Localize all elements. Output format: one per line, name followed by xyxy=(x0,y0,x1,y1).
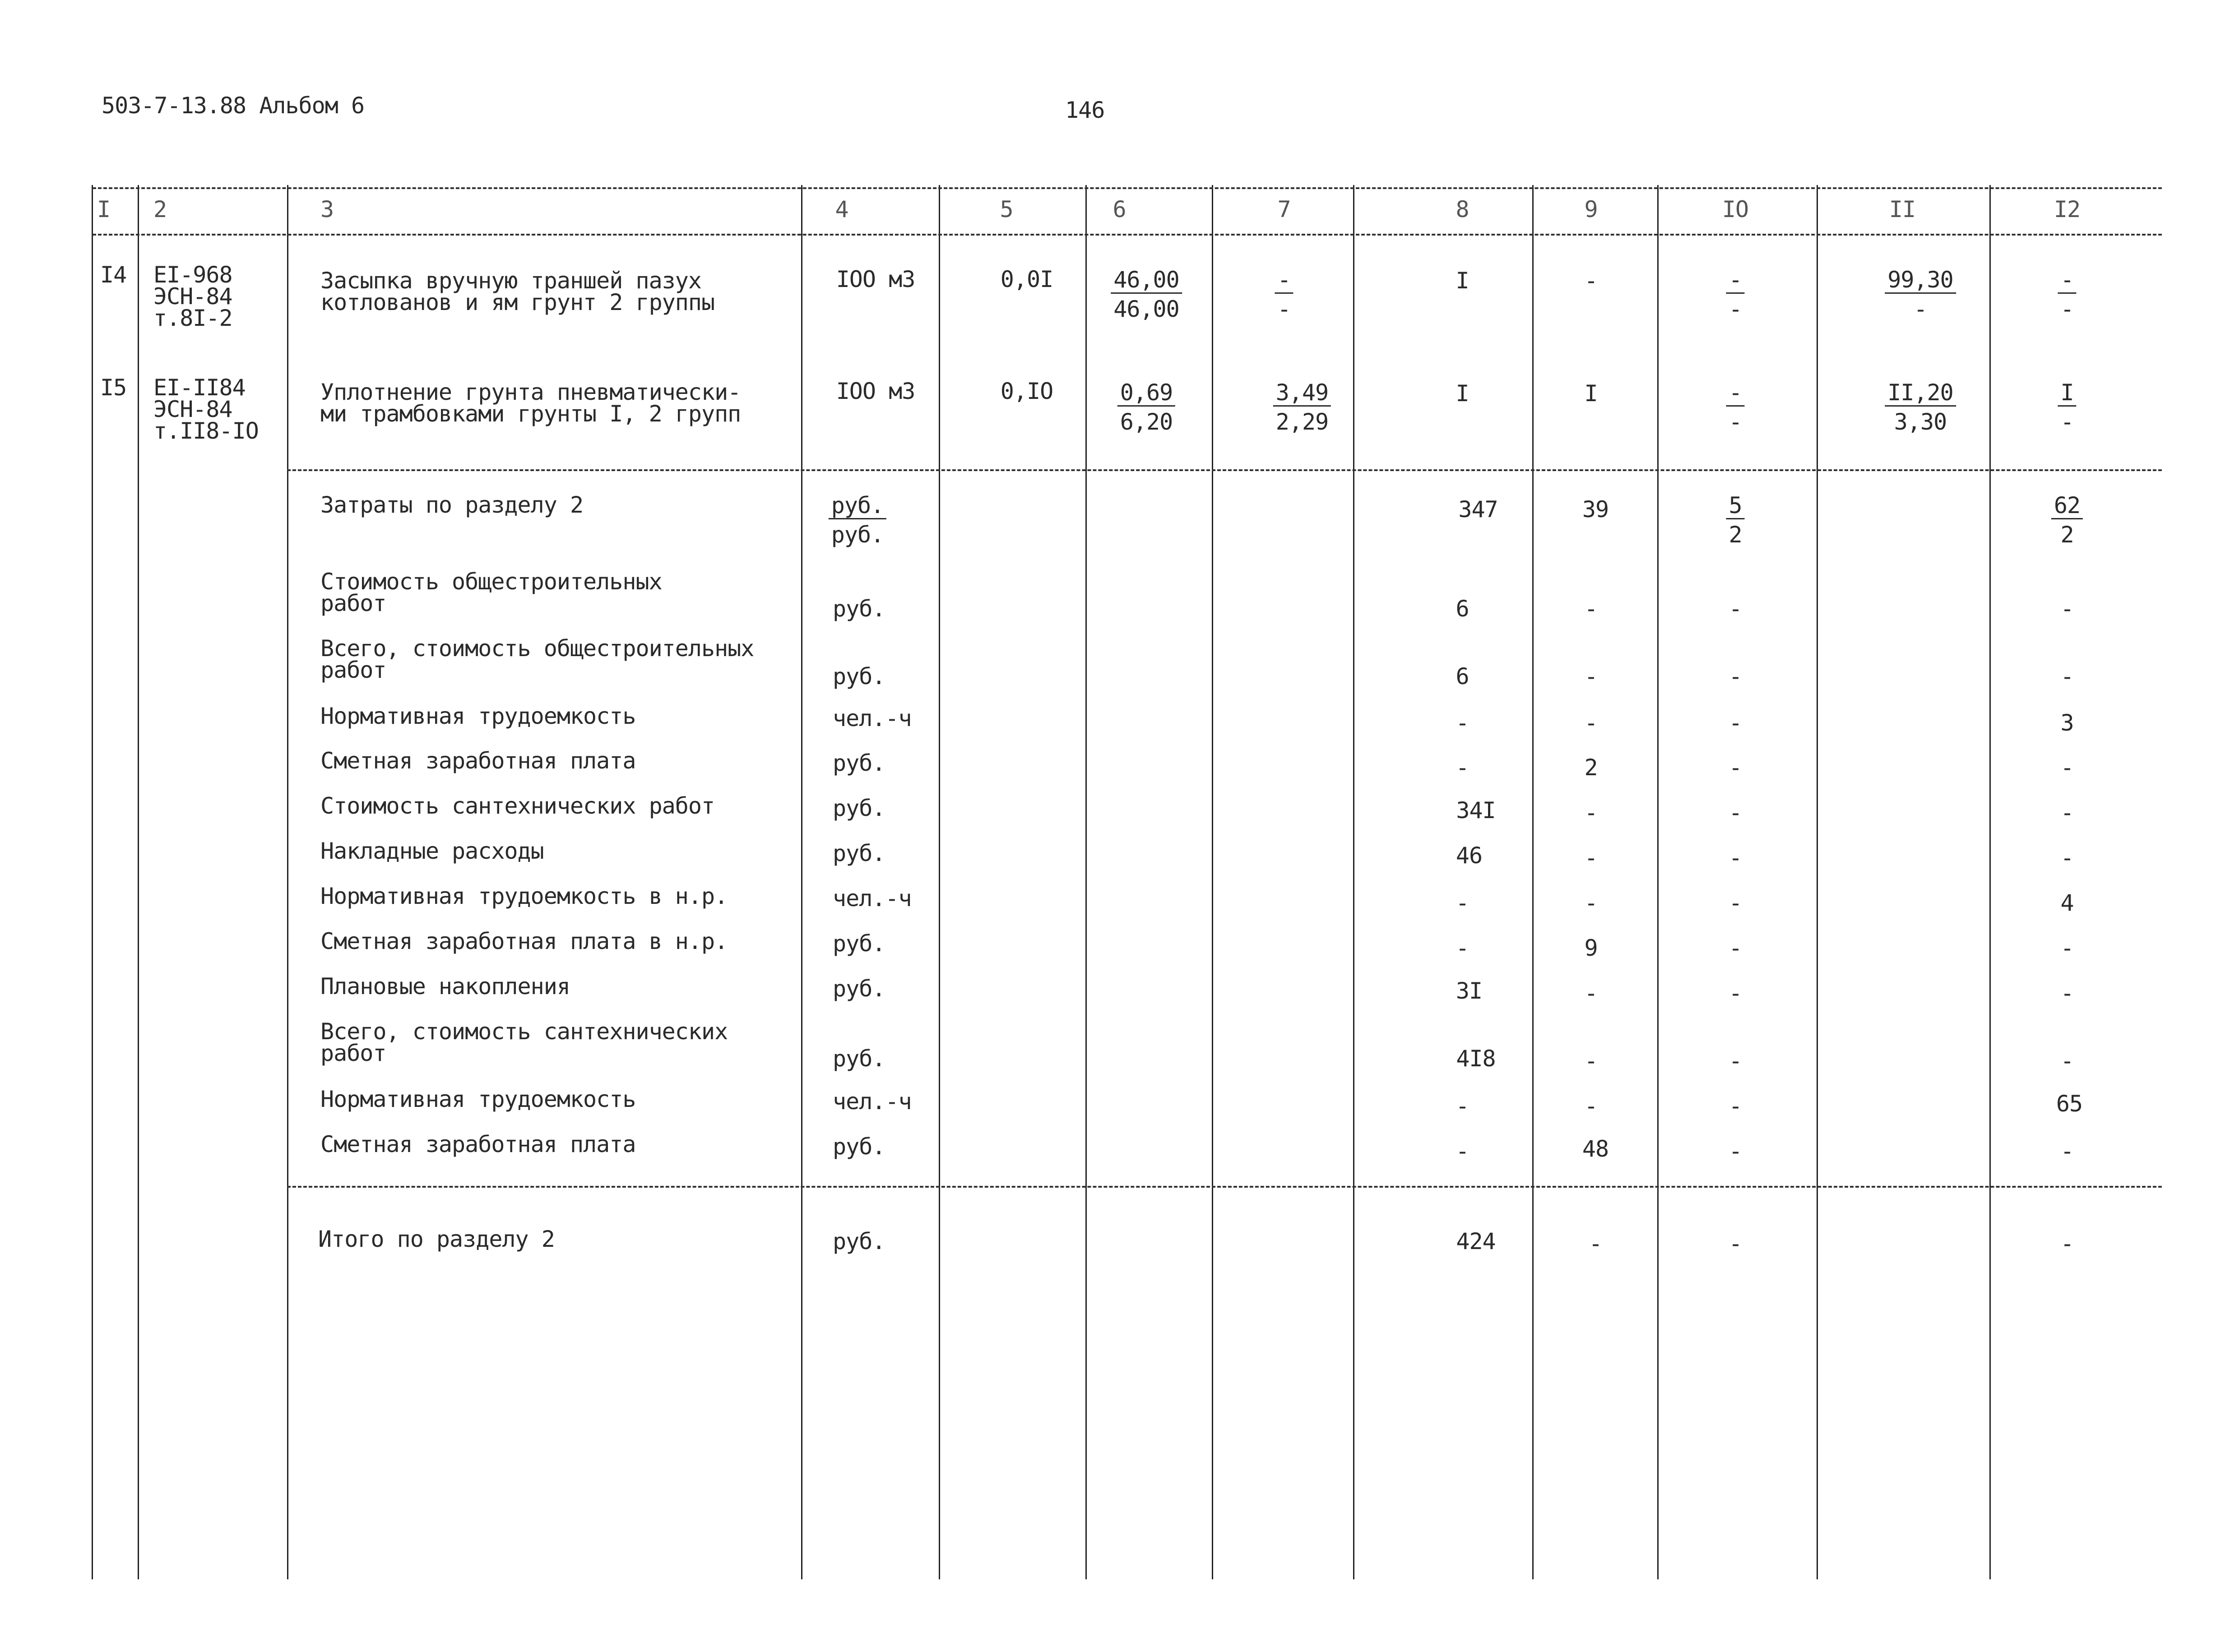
total-cost: 347 xyxy=(1458,496,1498,523)
price-code: EI-968 xyxy=(153,262,232,288)
unit: руб. xyxy=(833,976,885,1002)
total-cost: 6 xyxy=(1456,663,1469,689)
unit: руб. xyxy=(833,750,885,776)
wages: 9 xyxy=(1584,935,1598,961)
labor-total: - xyxy=(2060,1138,2074,1164)
summary-label: Сметная заработная плата в н.р. xyxy=(320,928,728,954)
wages: - xyxy=(1584,800,1598,826)
price-code: ЭСН-84 xyxy=(153,283,232,310)
wages: - xyxy=(1584,1048,1598,1074)
total-cost: 46 xyxy=(1456,842,1483,869)
unit-fraction xyxy=(829,493,886,550)
fraction-denominator: 46,00 xyxy=(1113,296,1179,322)
machine-cost: - xyxy=(1729,980,1742,1006)
fraction-numerator: 0,69 xyxy=(1117,380,1175,407)
wages: 39 xyxy=(1582,496,1609,523)
machine-cost: - xyxy=(1729,1093,1742,1119)
wages: - xyxy=(1584,845,1598,871)
labor-total: - xyxy=(2060,1048,2074,1074)
fraction-numerator: 5 xyxy=(1726,493,1744,519)
machine-cost: - xyxy=(1729,710,1742,736)
quantity: 0,0I xyxy=(1000,266,1053,292)
wages: - xyxy=(1589,1231,1602,1257)
unit: руб. xyxy=(833,1046,885,1072)
fraction-numerator: - xyxy=(1726,267,1744,294)
fraction-denominator: 6,20 xyxy=(1120,409,1173,435)
labor-total-fraction xyxy=(2058,267,2076,324)
column-border xyxy=(1532,185,1534,1579)
labor-total: - xyxy=(2060,845,2074,871)
fraction-numerator: - xyxy=(1726,380,1744,407)
fraction-numerator: руб. xyxy=(829,493,886,519)
page-number: 146 xyxy=(1065,97,1105,123)
fraction-denominator: руб. xyxy=(831,522,884,548)
wages: - xyxy=(1584,1093,1598,1119)
machine-cost: - xyxy=(1729,890,1742,916)
unit-cost-fraction xyxy=(1117,380,1175,437)
unit: руб. xyxy=(833,596,885,622)
wages: - xyxy=(1584,980,1598,1006)
wages: - xyxy=(1584,663,1598,689)
total-cost: I xyxy=(1456,268,1469,294)
machine-cost: - xyxy=(1729,754,1742,781)
work-description: ми трамбовками грунты I, 2 групп xyxy=(320,401,741,427)
grand-total-label: Итого по разделу 2 xyxy=(318,1226,555,1252)
column-number: 9 xyxy=(1584,196,1598,222)
unit: руб. xyxy=(833,930,885,957)
fraction-denominator: - xyxy=(2060,296,2074,322)
fraction-denominator: - xyxy=(1729,409,1742,435)
summary-label: Сметная заработная плата xyxy=(320,1131,636,1157)
total-cost: - xyxy=(1456,1093,1469,1119)
row-number: I5 xyxy=(100,375,127,401)
fraction-denominator: 2 xyxy=(2060,522,2074,548)
column-number: IO xyxy=(1722,196,1749,222)
summary-label: Нормативная трудоемкость xyxy=(320,703,636,729)
fraction-denominator: - xyxy=(1914,296,1927,322)
total-cost: I xyxy=(1456,380,1469,407)
unit: руб. xyxy=(833,840,885,866)
column-border xyxy=(92,185,93,1579)
machine-cost: - xyxy=(1729,845,1742,871)
column-number: 7 xyxy=(1277,196,1291,222)
fraction-denominator: - xyxy=(2060,409,2074,435)
work-description: Уплотнение грунта пневматически- xyxy=(320,379,741,405)
wages: 2 xyxy=(1584,754,1598,781)
column-number: I xyxy=(97,196,111,222)
quantity: 0,IO xyxy=(1000,378,1053,404)
summary-label: Всего, стоимость общестроительных xyxy=(320,635,754,662)
machine-cost: - xyxy=(1729,935,1742,961)
row-number: I4 xyxy=(100,262,127,288)
unit: руб. xyxy=(833,663,885,689)
column-border xyxy=(1085,185,1087,1579)
column-border xyxy=(1657,185,1659,1579)
labor-total: - xyxy=(2060,1231,2074,1257)
labor-fraction xyxy=(1885,267,1956,324)
labor-total: 65 xyxy=(2056,1091,2083,1117)
wages: - xyxy=(1584,710,1598,736)
fraction-denominator: - xyxy=(1729,296,1742,322)
column-number: 2 xyxy=(153,196,167,222)
fraction-numerator: - xyxy=(2058,267,2076,294)
fraction-numerator: 99,30 xyxy=(1885,267,1956,294)
total-cost: 6 xyxy=(1456,596,1469,622)
price-code: EI-II84 xyxy=(153,375,246,401)
total-cost: - xyxy=(1456,935,1469,961)
column-border xyxy=(138,185,139,1579)
fraction-denominator: 2 xyxy=(1729,522,1742,548)
machine-cost: - xyxy=(1729,1231,1742,1257)
summary-label: работ xyxy=(320,1040,386,1066)
labor-total: - xyxy=(2060,754,2074,781)
summary-label: Плановые накопления xyxy=(320,973,570,1000)
section-rule xyxy=(287,469,2162,471)
total-cost: 424 xyxy=(1456,1228,1496,1254)
labor-fraction xyxy=(1885,380,1956,437)
fraction-denominator: - xyxy=(1277,296,1291,322)
summary-label: работ xyxy=(320,590,386,616)
table-top-rule xyxy=(93,187,2162,189)
machine-cost: - xyxy=(1729,1138,1742,1164)
labor-total: - xyxy=(2060,663,2074,689)
column-number: 8 xyxy=(1456,196,1469,222)
labor-total-fraction xyxy=(2058,380,2076,437)
total-cost: 34I xyxy=(1456,797,1496,824)
machine-cost: - xyxy=(1729,596,1742,622)
price-code: т.8I-2 xyxy=(153,305,232,331)
column-number: II xyxy=(1889,196,1916,222)
column-number: 3 xyxy=(320,196,334,222)
column-number: 5 xyxy=(1000,196,1013,222)
unit-cost-fraction xyxy=(1111,267,1182,324)
machine-fraction xyxy=(1726,493,1744,550)
column-border xyxy=(1817,185,1818,1579)
fraction-denominator: 2,29 xyxy=(1275,409,1329,435)
fraction-numerator: 3,49 xyxy=(1273,380,1331,407)
summary-label: Накладные расходы xyxy=(320,838,544,864)
wages: - xyxy=(1584,596,1598,622)
price-code: ЭСН-84 xyxy=(153,396,232,422)
column-number: 4 xyxy=(835,196,848,222)
cost-fraction xyxy=(1273,380,1331,437)
fraction-numerator: 46,00 xyxy=(1111,267,1182,294)
total-cost: - xyxy=(1456,754,1469,781)
cost-fraction xyxy=(1275,267,1293,324)
totals-label: Затраты по разделу 2 xyxy=(320,492,584,518)
unit: IOO м3 xyxy=(836,266,915,292)
labor-total: 3 xyxy=(2060,710,2074,736)
fraction-numerator: 62 xyxy=(2051,493,2083,519)
summary-label: Нормативная трудоемкость в н.р. xyxy=(320,883,728,909)
wages: 48 xyxy=(1582,1136,1609,1162)
column-border xyxy=(1989,185,1991,1579)
summary-label: Стоимость общестроительных xyxy=(320,569,662,595)
summary-label: работ xyxy=(320,657,386,683)
document-code: 503-7-13.88 Альбом 6 xyxy=(102,93,365,119)
summary-label: Стоимость сантехнических работ xyxy=(320,793,715,819)
total-cost: 4I8 xyxy=(1456,1046,1496,1072)
section-rule xyxy=(287,1186,2162,1188)
fraction-numerator: I xyxy=(2058,380,2076,407)
unit: чел.-ч xyxy=(833,885,912,912)
fraction-numerator: II,20 xyxy=(1885,380,1956,407)
column-border xyxy=(1353,185,1354,1579)
fraction-denominator: 3,30 xyxy=(1894,409,1947,435)
column-border xyxy=(287,185,288,1579)
unit: руб. xyxy=(833,795,885,821)
work-description: котлованов и ям грунт 2 группы xyxy=(320,289,715,315)
summary-label: Сметная заработная плата xyxy=(320,748,636,774)
labor-total: 4 xyxy=(2060,890,2074,916)
machine-fraction xyxy=(1726,380,1744,437)
total-cost: - xyxy=(1456,710,1469,736)
machine-cost: - xyxy=(1729,663,1742,689)
total-cost: - xyxy=(1456,890,1469,916)
unit: чел.-ч xyxy=(833,1088,912,1115)
labor-total: - xyxy=(2060,935,2074,961)
unit: руб. xyxy=(833,1134,885,1160)
wages: - xyxy=(1584,268,1598,294)
labor-total: - xyxy=(2060,980,2074,1006)
labor-total: - xyxy=(2060,596,2074,622)
column-border xyxy=(1212,185,1213,1579)
header-rule xyxy=(93,234,2162,236)
column-border xyxy=(939,185,940,1579)
column-border xyxy=(801,185,802,1579)
labor-total-fraction xyxy=(2051,493,2083,550)
fraction-numerator: - xyxy=(1275,267,1293,294)
price-code: т.II8-IO xyxy=(153,418,259,444)
total-cost: - xyxy=(1456,1138,1469,1164)
unit: чел.-ч xyxy=(833,705,912,731)
labor-total: - xyxy=(2060,800,2074,826)
wages: - xyxy=(1584,890,1598,916)
column-number: 6 xyxy=(1113,196,1126,222)
wages: I xyxy=(1584,380,1598,407)
unit: IOO м3 xyxy=(836,378,915,404)
unit: руб. xyxy=(833,1228,885,1254)
total-cost: 3I xyxy=(1456,978,1483,1004)
work-description: Засыпка вручную траншей пазух xyxy=(320,268,701,294)
machine-fraction xyxy=(1726,267,1744,324)
summary-label: Всего, стоимость сантехнических xyxy=(320,1018,728,1045)
summary-label: Нормативная трудоемкость xyxy=(320,1086,636,1112)
machine-cost: - xyxy=(1729,1048,1742,1074)
column-number: I2 xyxy=(2054,196,2081,222)
machine-cost: - xyxy=(1729,800,1742,826)
